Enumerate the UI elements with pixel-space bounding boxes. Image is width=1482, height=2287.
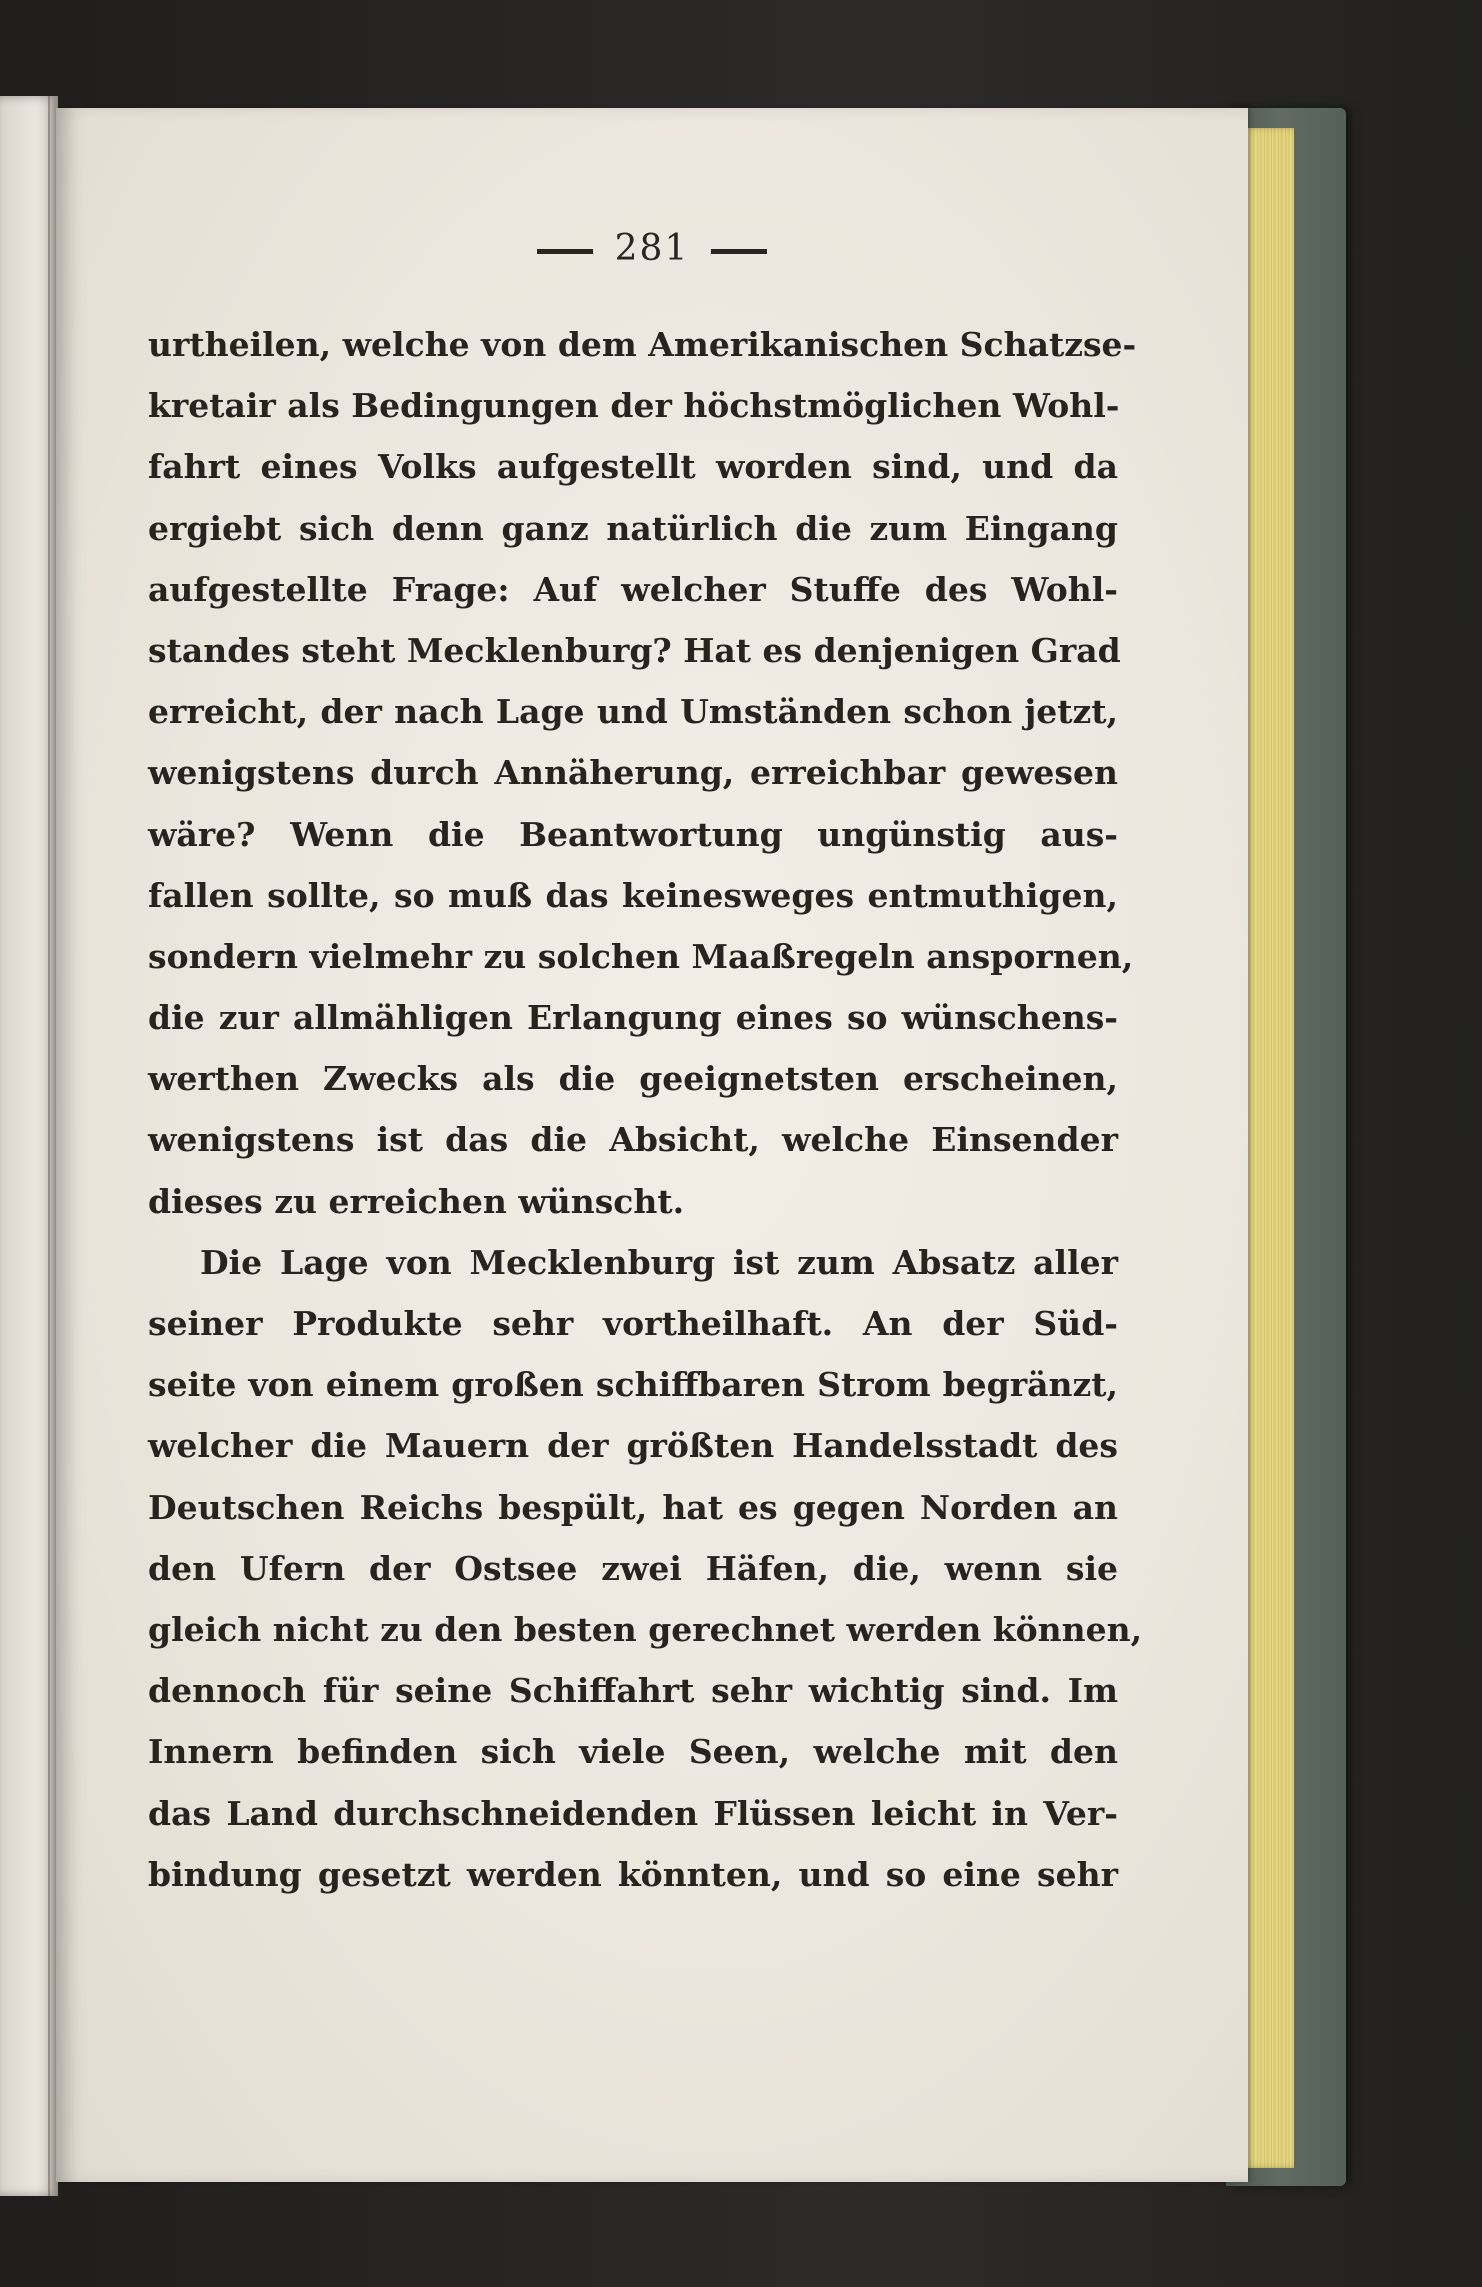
text-line: den Ufern der Ostsee zwei Häfen, die, wenn sie <box>148 1548 1118 1588</box>
text-line: fahrt eines Volks aufgestellt worden sind, und da <box>148 447 1118 487</box>
text-line: dennoch für seine Schiffahrt sehr wichtig sind. Im <box>148 1671 1118 1711</box>
text-line: die zur allmähligen Erlangung eines so wünschens- <box>148 998 1118 1038</box>
text-line: werthen Zwecks als die geeignetsten erscheinen, <box>148 1059 1118 1099</box>
text-line: welcher die Mauern der größten Handelsstadt des <box>148 1426 1118 1466</box>
text-line: sondern vielmehr zu solchen Maaßregeln anspornen, <box>148 936 1134 976</box>
body-text <box>148 314 1143 1905</box>
text-line: aufgestellte Frage: Auf welcher Stuffe des Wohl- <box>148 569 1118 609</box>
page-block-edge <box>1244 128 1294 2168</box>
header-dash-right <box>711 249 767 254</box>
text-line: Deutschen Reichs bespült, hat es gegen Norden an <box>148 1487 1118 1527</box>
text-line: fallen sollte, so muß das keinesweges entmuthigen, <box>148 875 1118 915</box>
text-line: gleich nicht zu den besten gerechnet werden können, <box>148 1609 1143 1649</box>
text-line: Innern befinden sich viele Seen, welche mit den <box>148 1732 1118 1772</box>
text-line: das Land durchschneidenden Flüssen leicht in Ver- <box>148 1793 1118 1833</box>
text-line: ergiebt sich denn ganz natürlich die zum Eingang <box>148 508 1118 548</box>
text-line: urtheilen, welche von dem Amerikanischen Schatzse- <box>148 325 1137 364</box>
text-line: kretair als Bedingungen der höchstmöglichen Wohl- <box>148 386 1120 426</box>
gutter-shadow <box>48 96 50 2196</box>
text-line-paragraph-end: dieses zu erreichen wünscht. <box>148 1181 685 1221</box>
text-line-paragraph-start: Die Lage von Mecklenburg ist zum Absatz aller <box>200 1242 1118 1282</box>
page-header <box>56 228 1248 269</box>
text-line: seite von einem großen schiffbaren Strom begränzt, <box>148 1365 1118 1405</box>
text-line: wenigstens durch Annäherung, erreichbar gewesen <box>148 753 1118 793</box>
text-line: seiner Produkte sehr vortheilhaft. An der Süd- <box>148 1304 1118 1343</box>
text-line: standes steht Mecklenburg? Hat es denjenigen Grad <box>148 630 1121 670</box>
facing-page-edge <box>0 96 58 2196</box>
book-page <box>56 108 1248 2182</box>
text-line: wenigstens ist das die Absicht, welche Einsender <box>148 1120 1118 1160</box>
header-dash-left <box>537 249 593 254</box>
page-number: 281 <box>614 228 690 269</box>
text-line: bindung gesetzt werden könnten, und so eine sehr <box>148 1854 1118 1894</box>
text-line: wäre? Wenn die Beantwortung ungünstig aus- <box>148 814 1118 854</box>
text-line: erreicht, der nach Lage und Umständen schon jetzt, <box>148 692 1118 732</box>
